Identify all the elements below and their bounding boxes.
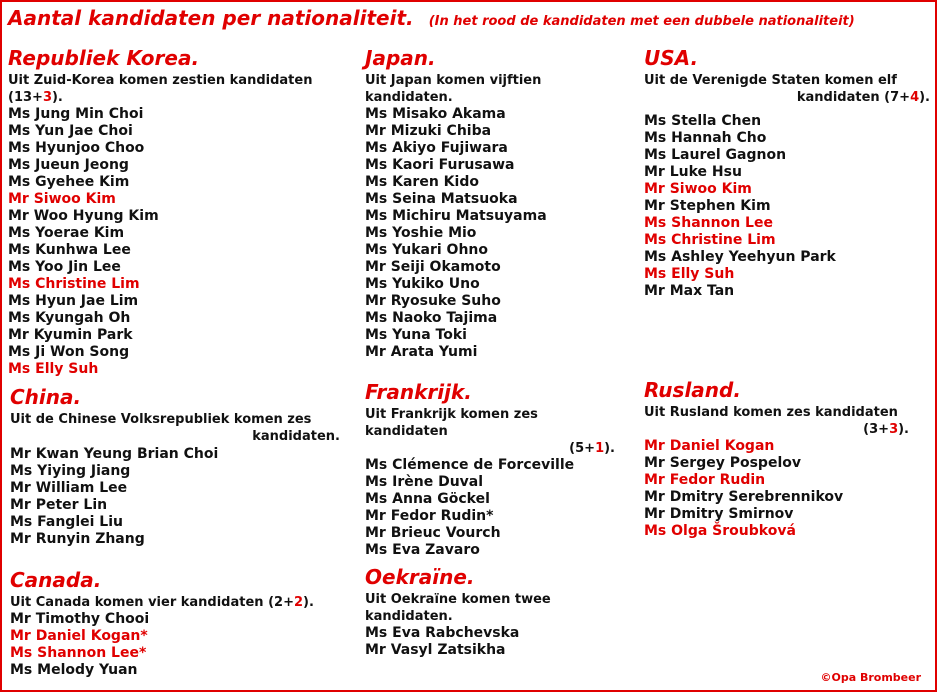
candidate-name: Ms Yuna Toki bbox=[365, 327, 467, 343]
section-france bbox=[365, 380, 615, 559]
candidate-name: Ms Kyungah Oh bbox=[8, 310, 131, 326]
candidate-name: Mr Woo Hyung Kim bbox=[8, 208, 159, 224]
section-heading: China. bbox=[10, 385, 82, 409]
section-intro: Uit Canada komen vier kandidaten (2+2). bbox=[10, 595, 314, 610]
candidate-name: Mr Peter Lin bbox=[10, 497, 108, 513]
candidate-name: Ms Eva Rabchevska bbox=[365, 625, 520, 641]
candidate-name: Ms Seina Matsuoka bbox=[365, 191, 518, 207]
candidate-name: Mr Brieuc Vourch bbox=[365, 525, 501, 541]
candidate-name: Ms Kaori Furusawa bbox=[365, 157, 515, 173]
candidate-name: Ms Karen Kido bbox=[365, 174, 479, 190]
candidate-name: Ms Jueun Jeong bbox=[8, 157, 129, 173]
section-canada bbox=[10, 568, 340, 679]
candidate-name: Mr Arata Yumi bbox=[365, 344, 478, 360]
section-korea bbox=[8, 46, 353, 378]
section-heading: Rusland. bbox=[644, 378, 741, 402]
section-heading: Frankrijk. bbox=[365, 380, 472, 404]
candidate-name: Ms Yun Jae Choi bbox=[8, 123, 133, 139]
section-heading: Oekraïne. bbox=[365, 565, 475, 589]
candidate-name: Ms Shannon Lee* bbox=[10, 645, 147, 661]
candidate-name: Mr Dmitry Smirnov bbox=[644, 506, 794, 522]
candidate-list bbox=[365, 106, 630, 361]
section-ukraine bbox=[365, 565, 635, 659]
section-usa bbox=[644, 46, 930, 300]
candidate-list bbox=[10, 446, 340, 548]
candidate-name: Ms Irène Duval bbox=[365, 474, 484, 490]
candidate-name: Mr Timothy Chooi bbox=[10, 611, 150, 627]
candidate-name: Mr Daniel Kogan bbox=[644, 438, 775, 454]
candidate-name: Ms Melody Yuan bbox=[10, 662, 138, 678]
section-intro: Uit Frankrijk komen zes kandidaten (5+1). bbox=[365, 407, 615, 456]
title-subtitle: (In het rood de kandidaten met een dubbele nationaliteit) bbox=[428, 14, 855, 29]
section-china bbox=[10, 385, 340, 548]
section-intro: Uit Zuid-Korea komen zestien kandidaten (13+3). bbox=[8, 73, 313, 105]
copyright-note: ©Opa Brombeer bbox=[820, 671, 921, 684]
candidate-name: Ms Hyun Jae Lim bbox=[8, 293, 139, 309]
candidate-name: Ms Yoshie Mio bbox=[365, 225, 477, 241]
candidate-name: Mr Stephen Kim bbox=[644, 198, 771, 214]
candidate-name: Ms Ji Won Song bbox=[8, 344, 130, 360]
section-heading: Japan. bbox=[365, 46, 436, 70]
candidate-name: Ms Anna Göckel bbox=[365, 491, 490, 507]
candidate-name: Ms Yukari Ohno bbox=[365, 242, 489, 258]
section-intro: Uit Oekraïne komen twee kandidaten. bbox=[365, 592, 551, 624]
candidate-name: Ms Naoko Tajima bbox=[365, 310, 498, 326]
candidate-name: Mr Fedor Rudin* bbox=[365, 508, 494, 524]
candidate-name: Ms Hyunjoo Choo bbox=[8, 140, 145, 156]
candidate-name: Ms Christine Lim bbox=[8, 276, 140, 292]
candidate-name: Mr Ryosuke Suho bbox=[365, 293, 501, 309]
candidate-name: Mr Siwoo Kim bbox=[644, 181, 752, 197]
candidate-name: Ms Olga Šroubková bbox=[644, 523, 796, 539]
candidate-name: Ms Gyehee Kim bbox=[8, 174, 130, 190]
candidate-name: Ms Yukiko Uno bbox=[365, 276, 480, 292]
section-intro: Uit de Verenigde Staten komen elf kandidaten (7+4). bbox=[644, 73, 930, 105]
candidate-name: Mr Vasyl Zatsikha bbox=[365, 642, 506, 658]
section-intro: Uit Rusland komen zes kandidaten (3+3). bbox=[644, 405, 909, 437]
candidate-name: Mr Sergey Pospelov bbox=[644, 455, 801, 471]
section-intro: Uit de Chinese Volksrepubliek komen zes kandidaten. bbox=[10, 412, 340, 444]
page-title bbox=[8, 6, 855, 30]
candidate-name: Ms Ashley Yeehyun Park bbox=[644, 249, 836, 265]
candidate-name: Mr Mizuki Chiba bbox=[365, 123, 492, 139]
candidate-name: Mr Daniel Kogan* bbox=[10, 628, 148, 644]
candidate-name: Ms Yiying Jiang bbox=[10, 463, 131, 479]
candidate-list bbox=[644, 113, 930, 300]
section-heading: Republiek Korea. bbox=[8, 46, 200, 70]
candidate-name: Mr Siwoo Kim bbox=[8, 191, 116, 207]
candidate-name: Ms Kunhwa Lee bbox=[8, 242, 131, 258]
title-main: Aantal kandidaten per nationaliteit. bbox=[8, 6, 414, 30]
candidate-name: Mr Max Tan bbox=[644, 283, 735, 299]
section-heading: USA. bbox=[644, 46, 699, 70]
section-heading: Canada. bbox=[10, 568, 102, 592]
candidate-name: Ms Elly Suh bbox=[8, 361, 99, 377]
candidate-name: Ms Yoo Jin Lee bbox=[8, 259, 121, 275]
candidate-name: Mr Dmitry Serebrennikov bbox=[644, 489, 844, 505]
candidate-name: Mr Luke Hsu bbox=[644, 164, 742, 180]
section-russia bbox=[644, 378, 909, 540]
candidate-name: Ms Shannon Lee bbox=[644, 215, 773, 231]
candidate-name: Ms Misako Akama bbox=[365, 106, 506, 122]
candidate-name: Ms Michiru Matsuyama bbox=[365, 208, 547, 224]
candidate-list bbox=[365, 457, 615, 559]
candidate-name: Ms Eva Zavaro bbox=[365, 542, 480, 558]
candidate-name: Mr Kwan Yeung Brian Choi bbox=[10, 446, 219, 462]
candidate-name: Ms Christine Lim bbox=[644, 232, 776, 248]
candidate-name: Mr Seiji Okamoto bbox=[365, 259, 501, 275]
section-japan bbox=[365, 46, 630, 361]
candidate-name: Ms Fanglei Liu bbox=[10, 514, 123, 530]
section-intro: Uit Japan komen vijftien kandidaten. bbox=[365, 73, 542, 105]
candidate-name: Ms Elly Suh bbox=[644, 266, 735, 282]
candidate-name: Ms Yoerae Kim bbox=[8, 225, 125, 241]
candidate-list bbox=[644, 438, 909, 540]
candidate-list bbox=[365, 625, 635, 659]
candidate-name: Mr Fedor Rudin bbox=[644, 472, 766, 488]
candidate-list bbox=[8, 106, 353, 378]
candidate-name: Ms Laurel Gagnon bbox=[644, 147, 787, 163]
candidate-name: Mr William Lee bbox=[10, 480, 128, 496]
candidate-name: Ms Jung Min Choi bbox=[8, 106, 144, 122]
candidate-name: Ms Akiyo Fujiwara bbox=[365, 140, 508, 156]
candidate-name: Ms Clémence de Forceville bbox=[365, 457, 575, 473]
candidate-list bbox=[10, 611, 340, 679]
candidate-name: Mr Runyin Zhang bbox=[10, 531, 145, 547]
candidate-name: Ms Stella Chen bbox=[644, 113, 762, 129]
candidate-name: Ms Hannah Cho bbox=[644, 130, 767, 146]
candidate-name: Mr Kyumin Park bbox=[8, 327, 133, 343]
